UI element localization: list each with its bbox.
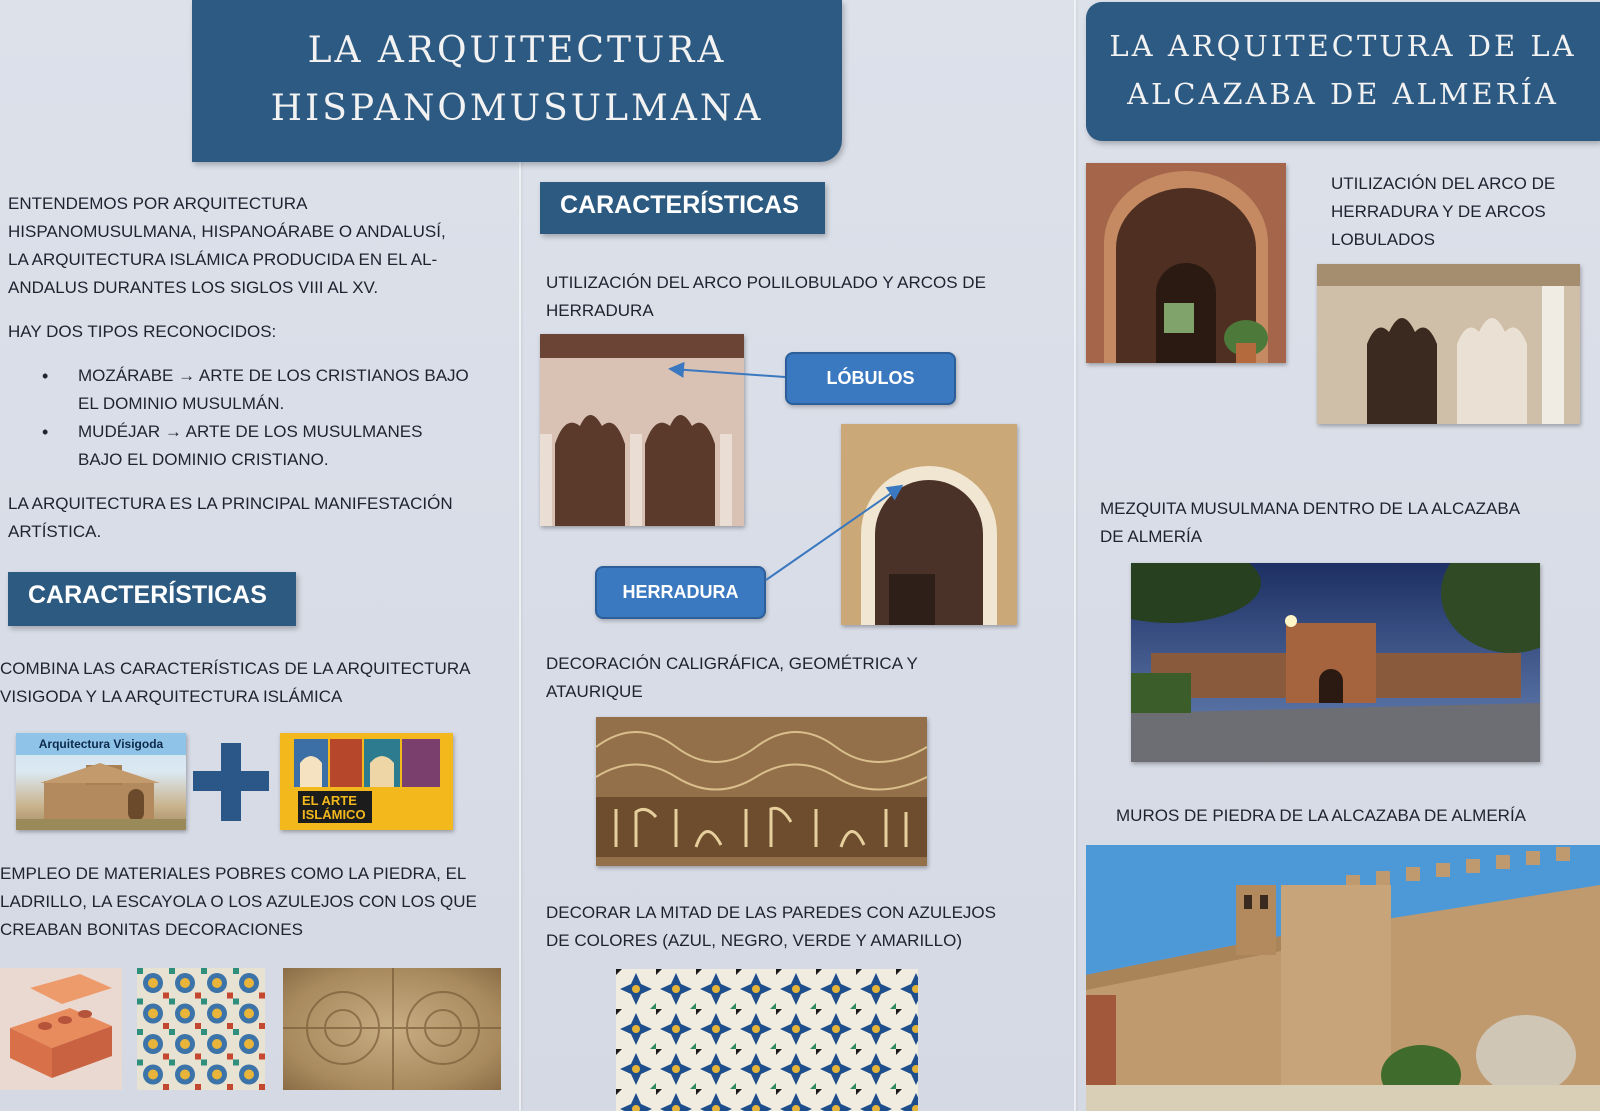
brick-icon (0, 968, 122, 1090)
mosque-image (1131, 563, 1540, 762)
right-title-banner (1086, 2, 1600, 141)
lobed-arches-image (1317, 264, 1580, 424)
fold-line-left (519, 0, 521, 1111)
list-item: • MUDÉJAR → ARTE DE LOS MUSULMANES BAJO EL DOMINIO CRISTIANO. (8, 418, 508, 474)
calligraphy-image (596, 717, 927, 866)
polylobed-arches-image (540, 334, 744, 526)
plaster-image (283, 968, 501, 1090)
horseshoe-arch-illustration (841, 424, 1017, 625)
right-title-line2: ALCAZABA DE ALMERÍA (1127, 77, 1559, 111)
section-title-middle: CARACTERÍSTICAS (540, 182, 825, 234)
types-list (8, 362, 508, 474)
visigoda-label: Arquitectura Visigoda (16, 733, 186, 755)
church-icon (16, 733, 186, 830)
calligraphy-pattern (596, 717, 927, 866)
visigoda-church-image (16, 733, 186, 830)
polylobed-arch-illustration (540, 334, 744, 526)
plus-icon (193, 743, 269, 821)
tile-pattern (137, 968, 265, 1090)
tiles-image (137, 968, 265, 1090)
herradura-callout: HERRADURA (595, 566, 766, 619)
main-title-line1: LA ARQUITECTURA (307, 30, 727, 71)
combine-text: COMBINA LAS CARACTERÍSTICAS DE LA ARQUITECTURA VISIGODA Y LA ARQUITECTURA ISLÁMICA (0, 659, 471, 706)
right-title-line1: LA ARQUITECTURA DE LA (1109, 29, 1577, 63)
bricks-image (0, 968, 122, 1090)
horseshoe-arch-image (841, 424, 1017, 625)
geometric-tiles-image (616, 969, 918, 1111)
geometric-tile-pattern (616, 969, 918, 1111)
main-title-line2: HISPANOMUSULMANA (270, 88, 764, 129)
mosque-illustration (1131, 563, 1540, 762)
list-item: • MOZÁRABE → ARTE DE LOS CRISTIANOS BAJO EL DOMINIO MUSULMÁN. (8, 362, 508, 418)
types-intro: HAY DOS TIPOS RECONOCIDOS: (8, 322, 277, 341)
lobulos-callout: LÓBULOS (785, 352, 956, 405)
alcazaba-arch-text: UTILIZACIÓN DEL ARCO DE HERRADURA Y DE ARCOS LOBULADOS (1331, 174, 1556, 249)
main-title-banner (192, 0, 842, 162)
main-manifestation-text: LA ARQUITECTURA ES LA PRINCIPAL MANIFESTACIÓN ARTÍSTICA. (8, 494, 453, 541)
section-title-left: CARACTERÍSTICAS (8, 572, 296, 626)
decoration-text: DECORACIÓN CALIGRÁFICA, GEOMÉTRICA Y ATAURIQUE (546, 654, 918, 701)
tiles-text: DECORAR LA MITAD DE LAS PAREDES CON AZULEJOS DE COLORES (AZUL, NEGRO, VERDE Y AMARILLO) (546, 903, 996, 950)
arch-text: UTILIZACIÓN DEL ARCO POLILOBULADO Y ARCOS DE HERRADURA (546, 273, 986, 320)
lobed-arches-illustration (1317, 264, 1580, 424)
islamic-label-line2: ISLÁMICO (302, 807, 366, 822)
alcazaba-arch-image (1086, 163, 1286, 363)
fold-line-right (1074, 0, 1076, 1111)
alcazaba-arch-illustration (1086, 163, 1286, 363)
islamic-art-image (280, 733, 453, 830)
plaster-pattern (283, 968, 501, 1090)
left-panel (0, 0, 520, 1111)
walls-image (1086, 845, 1600, 1111)
mosque-text: MEZQUITA MUSULMANA DENTRO DE LA ALCAZABA DE ALMERÍA (1100, 499, 1521, 546)
walls-illustration (1086, 845, 1600, 1111)
intro-paragraph: ENTENDEMOS POR ARQUITECTURA HISPANOMUSULMANA, HISPANOÁRABE O ANDALUSÍ, LA ARQUITECTURA ISLÁMICA PRODUCIDA EN EL AL- ANDALUS DURANTES LOS SIGLOS VIII AL XV. (8, 194, 446, 297)
materials-text: EMPLEO DE MATERIALES POBRES COMO LA PIEDRA, EL LADRILLO, LA ESCAYOLA O LOS AZULEJOS CON LOS QUE CREABAN BONITAS DECORACIONES (0, 864, 477, 939)
walls-caption: MUROS DE PIEDRA DE LA ALCAZABA DE ALMERÍA (1116, 806, 1527, 825)
islamic-label-line1: EL ARTE (302, 793, 357, 808)
